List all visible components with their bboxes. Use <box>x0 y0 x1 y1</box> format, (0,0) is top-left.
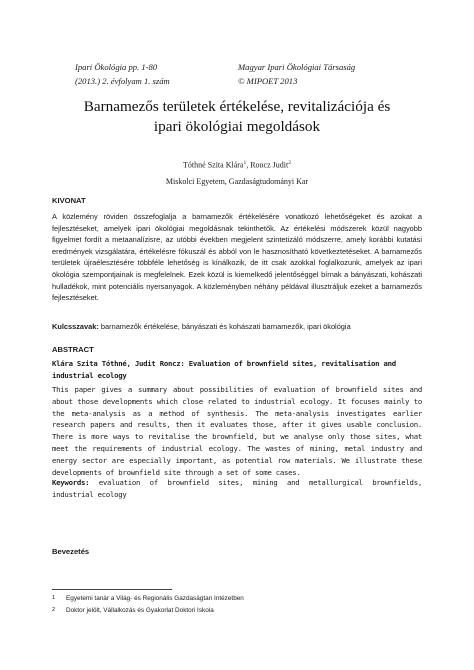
title-line-2: ipari ökológiai megoldások <box>153 118 321 135</box>
title-line-1: Barnamezős területek értékelése, revitalizációja és <box>83 98 391 115</box>
journal-pages: Ipari Ökológia pp. 1-80 <box>75 62 158 72</box>
kivonat-keywords-label: Kulcsszavak: <box>52 322 99 331</box>
footnote-2-text: Doktor jelölt, Vállalkozás és Gyakorlat Doktori Iskola <box>66 607 214 614</box>
kivonat-body: A közlemény röviden összefoglalja a barnamezők értékelésére vonatkozó lehetőségeket és azokat a fejlesztéseket, amelyek ipari ökológiai megoldásnak tekinthetők. Az értékelési módszerek közül nagyobb figyelmet fordít a metaanalízisre, az utóbbi években megjelent szintetizáló módszerre, amely korábbi kutatási eredmények vizsgálatára, értékelésre fókuszál és abból von le hasznosítható következtetéseket. A barnamezős területek újraélesztésére többféle lehetőség is kínálkozik, de itt csak azokkal foglalkozunk, amelyek az ipari ökológia szempontjainak is megfelelnek. Ezek közül is kiemelkedő jelentőséggel bírnak a bányászati, kohászati hulladékok, mint potenciális nyersanyagok. A közleményben néhány példával illusztráljuk ezeket a barnamezős fejlesztéseket. <box>52 212 422 303</box>
footnote-1-text: Egyetemi tanár a Világ- és Regionális Gazdaságtan Intézetben <box>66 595 244 602</box>
footnote-2 <box>52 606 214 615</box>
abstract-keywords-label: Keywords: <box>52 478 90 487</box>
footnote-mark-2: 2 <box>288 160 291 166</box>
abstract-keywords-text: evaluation of brownfield sites, mining and metallurgical brownfields, industrial ecology <box>52 478 422 499</box>
author-block <box>0 155 474 190</box>
bevezetes-heading: Bevezetés <box>52 547 90 556</box>
kivonat-keywords-text: barnamezők értékelése, bányászati és kohászati barnamezők, ipari ökológia <box>98 322 351 331</box>
footnote-1 <box>52 594 244 603</box>
author-names <box>0 155 474 174</box>
journal-citation <box>75 60 170 88</box>
kivonat-keywords <box>52 321 422 333</box>
copyright: © MIPOET 2013 <box>238 76 298 86</box>
footnote-mark-1: 1 <box>243 160 247 166</box>
author-1: Tóthné Szita Klára <box>183 160 244 170</box>
author-2: , Roncz Judit <box>246 160 289 170</box>
abstract-keywords <box>52 477 422 501</box>
footnote-divider <box>52 589 172 590</box>
publisher-info <box>238 60 355 88</box>
publisher-name: Magyar Ipari Ökológiai Társaság <box>238 62 356 72</box>
kivonat-heading: KIVONAT <box>52 196 86 205</box>
journal-issue: (2013.) 2. évfolyam 1. szám <box>75 76 170 86</box>
paper-title <box>40 97 434 137</box>
abstract-body: This paper gives a summary about possibilities of evaluation of brownfield sites and about those developments which close related to industrial ecology. It focuses mainly to the meta-analysis as a method of synthesis. The meta-analysis investigates earlier research papers and results, then it evaluates those, after it gives usable conclusion. There is more ways to revitalise the brownfield, but we analyse only those sites, what meet the requirements of industrial ecology. The wastes of mining, metal industry and energy sector are especially important, as potential row materials. We illustrate these developments of brownfield site through a set of some cases. <box>52 385 422 477</box>
affiliation: Miskolci Egyetem, Gazdaságtudományi Kar <box>165 176 309 186</box>
abstract-title: Klára Szita Tóthné, Judit Roncz: Evaluation of brownfield sites, revitalisation and industrial ecology <box>52 359 396 380</box>
abstract-heading: ABSTRACT <box>52 345 94 354</box>
footnote-2-number: 2 <box>52 607 56 613</box>
footnote-1-number: 1 <box>52 595 56 601</box>
